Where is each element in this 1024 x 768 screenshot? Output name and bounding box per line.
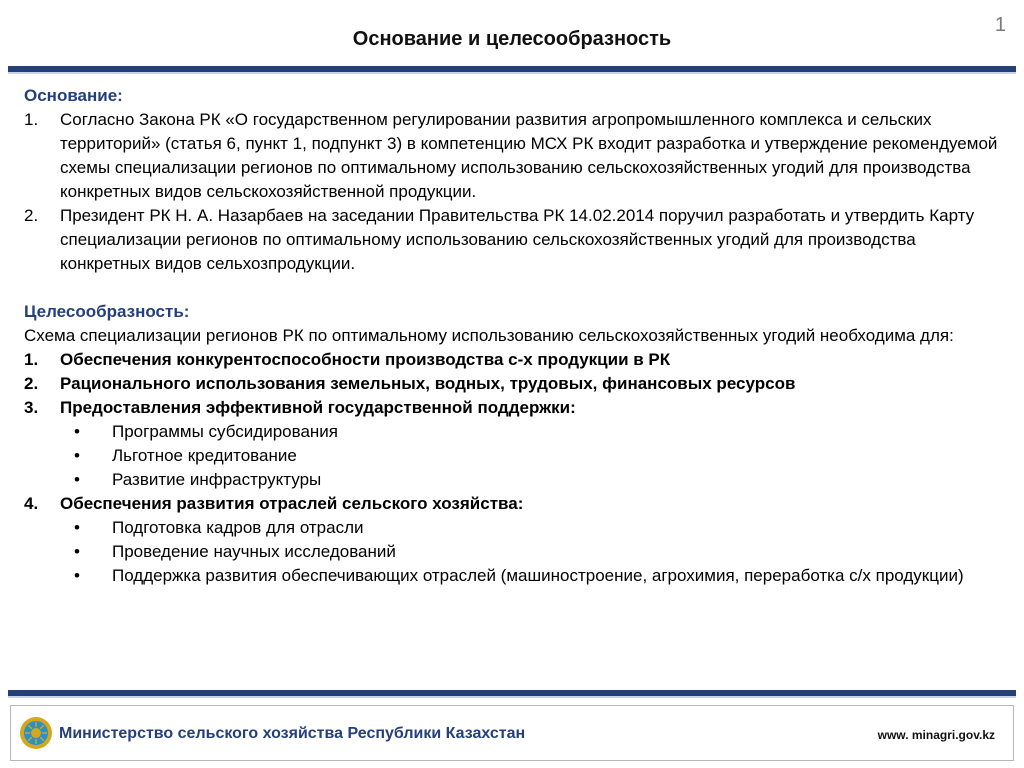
item-number: 1. [24,110,39,129]
bullet-item [24,564,1009,588]
section-spacer [24,276,1009,300]
page-number: 1 [994,14,1006,36]
item-text: Предоставления эффективной государственной поддержки: [60,398,576,417]
footer [10,705,1014,761]
item-number: 3. [24,398,39,417]
bullet-item [24,420,1009,444]
item-text: Рационального использования земельных, водных, трудовых, финансовых ресурсов [60,374,796,393]
bullet-item [24,516,1009,540]
item-text: Президент РК Н. А. Назарбаев на заседании Правительства РК 14.02.2014 поручил разработать и утвердить Карту специализации регионов по оптимальному использованию сельскохозяйственных угодий для производства конкретных видов сельхозпродукции. [60,206,975,273]
item-text: Обеспечения развития отраслей сельского хозяйства: [60,494,524,513]
expediency-intro: Схема специализации регионов РК по оптимальному использованию сельскохозяйственных угодий необходима для: [24,326,954,345]
expediency-item [24,492,1009,516]
item-number: 4. [24,494,39,513]
bullet-item [24,444,1009,468]
bullet-item [24,540,1009,564]
expediency-heading: Целесообразность: [24,302,190,321]
item-number: 2. [24,206,39,225]
basis-item [24,204,1009,276]
footer-divider [8,690,1016,696]
basis-heading: Основание: [24,86,123,105]
bullet-text: Программы субсидирования [112,422,338,441]
item-number: 2. [24,374,39,393]
bullet-marker: • [74,470,80,489]
bullet-text: Льготное кредитование [112,446,297,465]
website-link[interactable]: www. minagri.gov.kz [877,728,995,742]
bullet-text: Подготовка кадров для отрасли [112,518,364,537]
bullet-marker: • [74,518,80,537]
expediency-item [24,348,1009,372]
bullet-text: Проведение научных исследований [112,542,396,561]
header-divider [8,66,1016,72]
kazakhstan-emblem-icon [19,716,53,750]
bullet-item [24,468,1009,492]
bullet-marker: • [74,446,80,465]
bullet-text: Поддержка развития обеспечивающих отраслей (машиностроение, агрохимия, переработка с/х продукции) [112,566,964,585]
slide-content [24,84,1009,588]
expediency-item [24,396,1009,420]
slide-title: Основание и целесообразность [352,28,672,50]
bullet-text: Развитие инфраструктуры [112,470,322,489]
basis-item [24,108,1009,204]
bullet-marker: • [74,566,80,585]
expediency-item [24,372,1009,396]
bullet-marker: • [74,542,80,561]
ministry-name: Министерство сельского хозяйства Республики Казахстан [59,725,526,742]
item-text: Согласно Закона РК «О государственном регулировании развития агропромышленного комплекса и сельских территорий» (статья 6, пункт 1, подпункт 3) в компетенцию МСХ РК входит разработка и утверждение рекомендуемой схемы специализации регионов по оптимальному использованию сельскохозяйственных угодий для производства конкретных видов сельскохозяйственной продукции. [60,110,998,201]
item-number: 1. [24,350,39,369]
item-text: Обеспечения конкурентоспособности производства с-х продукции в РК [60,350,671,369]
bullet-marker: • [74,422,80,441]
